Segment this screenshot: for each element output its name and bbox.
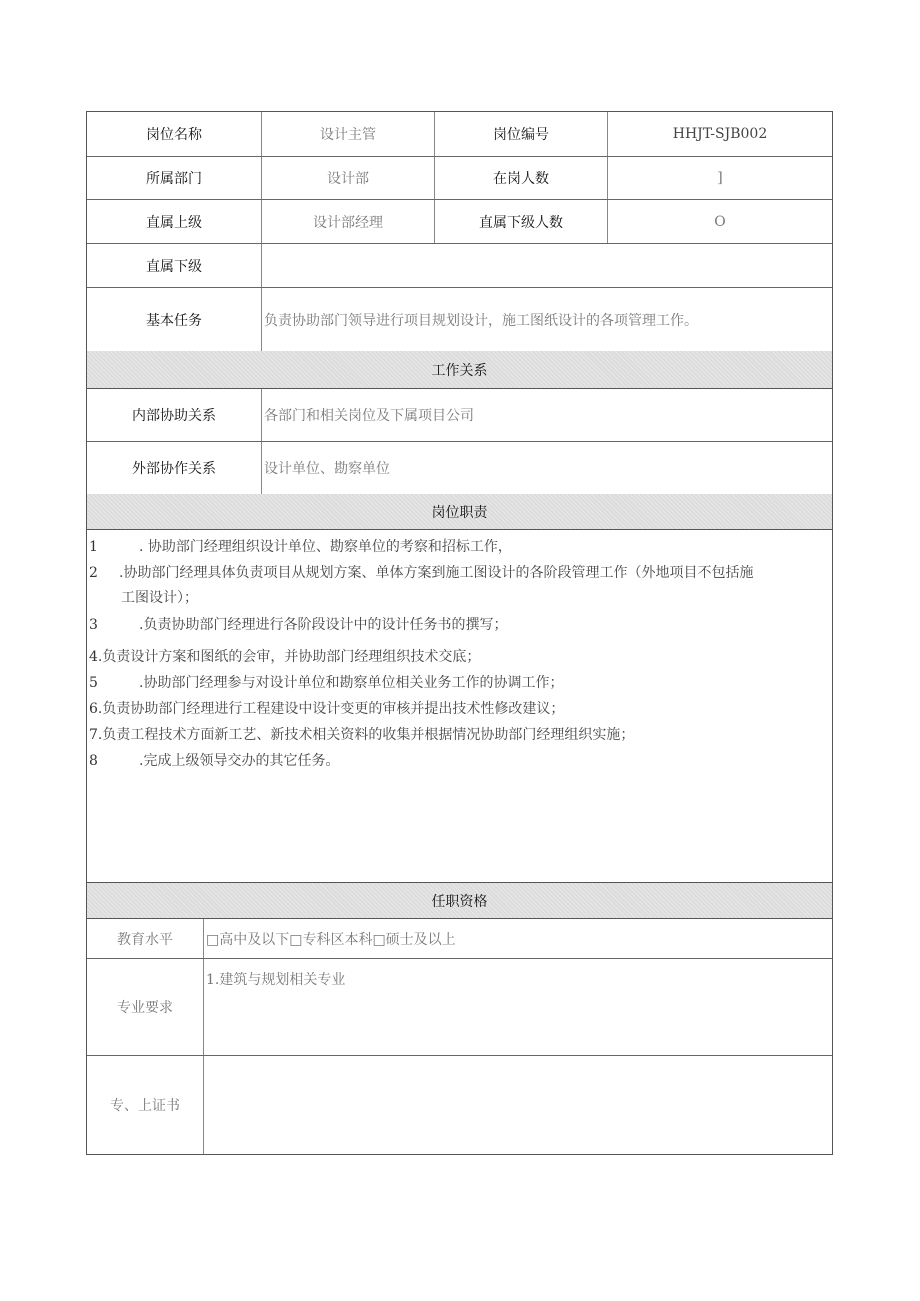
external-relations-label: 外部协作关系 (87, 442, 262, 494)
internal-relations-value: 各部门和相关岗位及下属项目公司 (264, 408, 474, 424)
headcount-label: 在岗人数 (435, 157, 608, 199)
duty-item: 7 .负责工程技术方面新工艺、新技术相关资料的收集并根据情况协助部门经理组织实施； (89, 727, 635, 743)
row-certificate (87, 1056, 832, 1154)
section-qualifications: 任职资格 (87, 883, 832, 919)
duty-item: 8 .完成上级领导交办的其它任务。 (89, 753, 340, 769)
certificate-value (204, 1056, 832, 1154)
duty-item: 6 .负责协助部门经理进行工程建设中设计变更的审核并提出技术性修改建议； (89, 701, 565, 717)
duty-item: 3 .负责协助部门经理进行各阶段设计中的设计任务书的撰写； (89, 617, 508, 633)
major-label: 专业要求 (87, 959, 204, 1055)
duty-item-continuation: 工图设计）； (121, 590, 198, 606)
row-education (87, 919, 832, 959)
position-name-value: 设计主管 (262, 112, 435, 156)
section-work-relations: 工作关系 (87, 351, 832, 389)
row-subordinates (87, 244, 832, 288)
duty-item: 4 .负责设计方案和图纸的会审，并协助部门经理组织技术交底； (89, 649, 481, 665)
row-superior (87, 200, 832, 244)
subordinate-count-value: O (714, 213, 726, 230)
department-value: 设计部 (262, 157, 435, 199)
department-label: 所属部门 (87, 157, 262, 199)
education-label: 教育水平 (87, 919, 204, 958)
subordinate-count-label: 直属下级人数 (435, 200, 608, 243)
external-relations-value: 设计单位、勘察单位 (264, 461, 390, 477)
row-position (87, 112, 832, 157)
subordinates-label: 直属下级 (87, 244, 262, 287)
position-code-label: 岗位编号 (435, 112, 608, 156)
subordinates-value (262, 244, 832, 287)
row-major (87, 959, 832, 1056)
headcount-value: ] (717, 170, 723, 186)
duty-item: 5 .协助部门经理参与对设计单位和勘察单位相关业务工作的协调工作； (89, 675, 564, 691)
job-description-table (86, 111, 833, 1155)
superior-label: 直属上级 (87, 200, 262, 243)
row-internal-relations (87, 389, 832, 442)
superior-value: 设计部经理 (262, 200, 435, 243)
row-department (87, 157, 832, 200)
duty-item: 1 . 协助部门经理组织设计单位、勘察单位的考察和招标工作， (89, 539, 512, 555)
certificate-label: 专、上证书 (87, 1056, 204, 1154)
basic-task-label: 基本任务 (87, 288, 262, 351)
row-basic-task (87, 288, 832, 351)
duties-list (87, 530, 832, 883)
position-code-value: HHJT-SJB002 (672, 126, 768, 142)
major-value: 1.建筑与规划相关专业 (206, 972, 346, 988)
duty-item: 2 .协助部门经理具体负责项目从规划方案、单体方案到施工图设计的各阶段管理工作（外地项目不包括施 (89, 565, 754, 581)
internal-relations-label: 内部协助关系 (87, 389, 262, 441)
section-job-duties: 岗位职责 (87, 494, 832, 530)
position-name-label: 岗位名称 (87, 112, 262, 156)
education-value: □高中及以下□专科区本科□硕士及以上 (206, 931, 456, 948)
basic-task-value: 负责协助部门领导进行项目规划设计，施工图纸设计的各项管理工作。 (264, 312, 698, 329)
row-external-relations (87, 442, 832, 494)
